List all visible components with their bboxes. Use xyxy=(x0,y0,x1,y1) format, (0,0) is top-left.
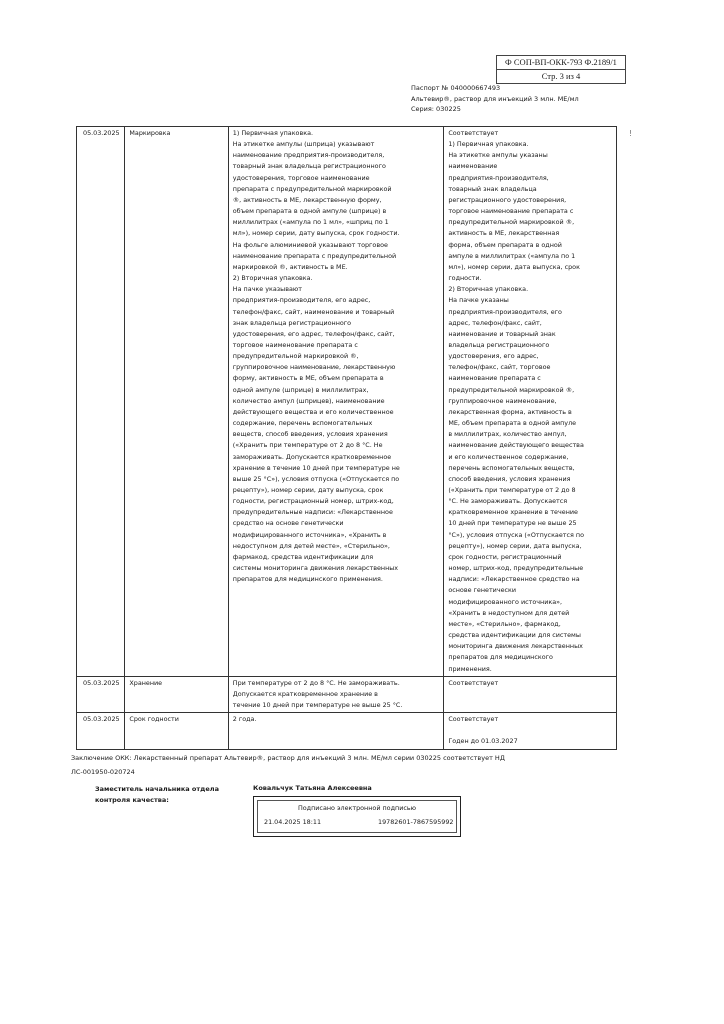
table-row xyxy=(77,713,617,749)
cell-requirement-line: знак владельца регистрационного xyxy=(232,318,352,327)
cell-requirement-line: действующего вещества и его количественное xyxy=(232,407,394,416)
cell-requirement-line: На этикетке ампулы (шприца) указывают xyxy=(232,140,375,149)
test-results-table xyxy=(76,126,617,750)
cell-requirement-line: замораживать. Допускается кратковременное xyxy=(232,452,392,461)
cell-result-line: предупредительной маркировкой ®, xyxy=(448,385,575,394)
passport-number: Паспорт № 040000667493 xyxy=(411,84,501,92)
cell-date-text: 05.03.2025 xyxy=(83,129,120,137)
cell-requirement-line: рецепту»), номер серии, дату выпуска, срок xyxy=(232,486,384,494)
cell-result-line: На этикетке ампулы указаны xyxy=(448,151,548,160)
product-name: Альтевир®, раствор для инъекций 3 млн. МЕ/мл xyxy=(411,94,579,103)
cell-date xyxy=(77,127,125,677)
cell-result xyxy=(444,676,617,712)
cell-requirement-line: удостоверения, его адрес, телефон/факс, сайт, xyxy=(232,329,395,338)
cell-requirement-line: препарата с предупредительной маркировкой xyxy=(232,184,392,193)
cell-requirement-line: объем препарата в одной ампуле (шприце) в xyxy=(232,207,387,216)
table-row xyxy=(77,676,617,712)
cell-result-line: наименование и товарный знак xyxy=(448,329,556,338)
cell-requirement-line: товарный знак владельца регистрационного xyxy=(232,162,386,171)
cell-result-line: «Хранить в недоступном для детей xyxy=(448,608,570,617)
cell-requirement-line: предприятия-производителя, его адрес, xyxy=(232,296,371,305)
cell-result-line: рецепту»), номер серии, дата выпуска, xyxy=(448,541,582,550)
conclusion-normative-doc: ЛС-001950-020724 xyxy=(71,768,135,776)
cell-result-line: способ введения, условия хранения xyxy=(448,474,571,483)
cell-result-line: Соответствует xyxy=(448,129,499,137)
cell-requirement-line: 2) Вторичная упаковка. xyxy=(232,274,313,283)
page-number: Стр. 3 из 4 xyxy=(497,69,625,83)
cell-result-line: °С. Не замораживать. Допускается xyxy=(448,497,568,506)
cell-result-line xyxy=(448,725,612,736)
cell-requirement-line: содержание, перечень вспомогательных xyxy=(232,419,373,428)
cell-result-line: предупредительной маркировкой ®, xyxy=(448,218,575,227)
cell-result-line: годности. xyxy=(448,274,482,283)
margin-mark: ! xyxy=(629,129,633,138)
cell-requirement-line: годности, регистрационный номер, штрих-код, xyxy=(232,497,394,506)
cell-result-line: номер, штрих-код, предупредительные xyxy=(448,564,584,573)
cell-result-line: товарный знак владельца xyxy=(448,184,537,193)
cell-date-text: 05.03.2025 xyxy=(83,678,120,687)
cell-result-line: 2) Вторичная упаковка. xyxy=(448,285,529,294)
cell-requirement-line: При температуре от 2 до 8 °С. Не замораживать. xyxy=(232,678,400,687)
cell-result-line: наименование xyxy=(448,162,498,171)
cell-requirement-line: наименование препарата с предупредительной xyxy=(232,251,397,260)
cell-requirement-line: маркировкой ®, активность в МЕ. xyxy=(232,262,348,271)
stamp-certificate-id: 19782601-7867595992 xyxy=(378,818,454,826)
cell-indicator xyxy=(125,713,228,749)
cell-requirement-line: наименование предприятия-производителя, xyxy=(232,151,385,160)
cell-result-line: ампуле в миллилитрах («ампула по 1 xyxy=(448,251,576,260)
cell-indicator xyxy=(125,127,228,677)
cell-result-line: применения. xyxy=(448,664,492,673)
cell-indicator-text: Маркировка xyxy=(129,129,171,137)
cell-result-line: Соответствует xyxy=(448,715,499,724)
passport-header xyxy=(411,83,579,115)
cell-result-line: Соответствует xyxy=(448,678,499,687)
document-code-box xyxy=(496,55,626,84)
cell-requirement-line: 1) Первичная упаковка. xyxy=(232,129,314,137)
cell-requirement-line: мл»), номер серии, дату выпуска, срок годности. xyxy=(232,229,400,238)
cell-requirement xyxy=(228,676,444,712)
cell-result-line: Годен до 01.03.2027 xyxy=(448,737,518,746)
cell-result-line: мониторинга движения лекарственных xyxy=(448,642,583,651)
cell-date-text: 05.03.2025 xyxy=(83,715,120,724)
cell-requirement-line: недоступном для детей месте», «Стерильно», xyxy=(232,541,390,550)
cell-requirement-line: телефон/факс, сайт, наименование и товарный xyxy=(232,307,395,316)
cell-requirement-line: средство на основе генетически xyxy=(232,519,344,528)
cell-requirement-line: течение 10 дней при температуре не выше 25 °С. xyxy=(232,700,403,709)
cell-result-line: предприятия-производителя, его xyxy=(448,307,562,316)
cell-result-line: На пачке указаны xyxy=(448,296,509,305)
cell-requirement-line: удостоверения, торговое наименование xyxy=(232,173,370,182)
cell-result-line: основе генетически xyxy=(448,586,517,595)
cell-result-line: перечень вспомогательных веществ, xyxy=(448,463,575,472)
cell-result-line: удостоверения, его адрес, xyxy=(448,352,539,361)
cell-requirement-line: ®, активность в МЕ, лекарственную форму, xyxy=(232,195,382,204)
cell-result-line: 10 дней при температуре не выше 25 xyxy=(448,519,577,528)
cell-date xyxy=(77,676,125,712)
cell-result-line: кратковременное хранение в течение xyxy=(448,508,578,517)
cell-result-line: наименование препарата с xyxy=(448,374,541,383)
cell-result-line: мл»), номер серии, дата выпуска, срок xyxy=(448,262,580,271)
cell-requirement-line: На фольге алюминиевой указывают торговое xyxy=(232,240,388,249)
cell-result-line: МЕ, объем препарата в одной ампуле xyxy=(448,419,577,428)
cell-requirement-line: 2 года. xyxy=(232,715,257,724)
cell-indicator-text: Хранение xyxy=(129,678,163,687)
cell-result-line: группировочное наименование, xyxy=(448,396,557,405)
cell-result xyxy=(444,713,617,749)
cell-result-line: форма, объем препарата в одной xyxy=(448,240,562,249)
cell-requirement-line: На пачке указывают xyxy=(232,285,302,294)
cell-requirement-line: системы мониторинга движения лекарственных xyxy=(232,564,399,573)
cell-requirement-line: веществ, способ введения, условия хранения xyxy=(232,430,388,439)
cell-indicator-text: Срок годности xyxy=(129,715,179,724)
cell-result-line: срок годности, регистрационный xyxy=(448,552,562,561)
cell-requirement-line: форму, активность в МЕ, объем препарата в xyxy=(232,374,384,383)
cell-result-line: надписи: «Лекарственное средство на xyxy=(448,575,580,584)
form-code: Ф СОП-ВП-ОКК-793 Ф.2189/1 xyxy=(505,57,617,67)
cell-result-line: адрес, телефон/факс, сайт, xyxy=(448,318,542,327)
cell-requirement-line: предупредительной маркировкой ®, xyxy=(232,352,359,361)
cell-requirement-line: торговое наименование препарата с xyxy=(232,340,358,349)
cell-result-line: активность в МЕ, лекарственная xyxy=(448,229,560,238)
cell-result xyxy=(444,127,617,677)
cell-requirement-line: модифицированного источника», «Хранить в xyxy=(232,530,387,539)
cell-requirement-line: хранение в течение 10 дней при температуре не xyxy=(232,463,400,472)
cell-date xyxy=(77,713,125,749)
cell-requirement-line: одной ампуле (шприце) в миллилитрах, xyxy=(232,385,369,394)
signer-name: Ковальчук Татьяна Алексеевна xyxy=(253,784,372,792)
cell-requirement-line: («Хранить при температуре от 2 до 8 °С. Не xyxy=(232,441,383,450)
cell-result-line: препаратов для медицинского xyxy=(448,653,553,662)
cell-result-line: 1) Первичная упаковка. xyxy=(448,140,529,149)
electronic-signature-stamp xyxy=(253,796,461,837)
table-row xyxy=(77,127,617,677)
cell-requirement-line: предупредительные надписи: «Лекарственное xyxy=(232,508,393,517)
cell-result-line: владельца регистрационного xyxy=(448,340,550,349)
signer-role-line: Заместитель начальника отдела xyxy=(95,785,219,793)
conclusion-text: Заключение ОКК: Лекарственный препарат Альтевир®, раствор для инъекций 3 млн. МЕ/мл серии 030225 соответствует НД xyxy=(71,754,505,762)
cell-requirement-line: выше 25 °С»), условия отпуска («Отпускается по xyxy=(232,474,400,483)
cell-result-line: средства идентификации для системы xyxy=(448,631,581,640)
cell-requirement-line: миллилитрах («ампула по 1 мл», «шприц по 1 xyxy=(232,218,389,227)
cell-requirement xyxy=(228,127,444,677)
batch-series: Серия: 030225 xyxy=(411,105,461,113)
cell-result-line: («Хранить при температуре от 2 до 8 xyxy=(448,486,576,494)
conclusion xyxy=(71,751,541,779)
stamp-title: Подписано электронной подписью xyxy=(297,804,417,812)
signer-role xyxy=(95,784,225,806)
stamp-date: 21.04.2025 18:11 xyxy=(264,818,322,826)
cell-requirement-line: препаратов для медицинского применения. xyxy=(232,575,383,584)
cell-result-line: месте», «Стерильно», фармакод, xyxy=(448,619,561,628)
cell-requirement-line: количество ампул (шприцев), наименование xyxy=(232,396,385,405)
cell-indicator xyxy=(125,676,228,712)
cell-result-line: регистрационного удостоверения, xyxy=(448,195,567,204)
signer-role-line: контроля качества: xyxy=(95,796,169,804)
cell-requirement-line: группировочное наименование, лекарственную xyxy=(232,363,396,372)
cell-requirement-line: фармакод, средства идентификации для xyxy=(232,552,374,561)
cell-result-line: торговое наименование препарата с xyxy=(448,207,574,216)
cell-result-line: наименование действующего вещества xyxy=(448,441,584,450)
cell-result-line: телефон/факс, сайт, торговое xyxy=(448,363,551,372)
cell-result-line: и его количественное содержание, xyxy=(448,452,569,461)
cell-result-line: лекарственная форма, активность в xyxy=(448,407,572,416)
cell-requirement-line: Допускается кратковременное хранение в xyxy=(232,689,378,698)
cell-requirement xyxy=(228,713,444,749)
cell-result-line: °С»), условия отпуска («Отпускается по xyxy=(448,530,584,539)
cell-result-line: предприятия-производителя, xyxy=(448,173,549,182)
cell-result-line: в миллилитрах, количество ампул, xyxy=(448,430,567,439)
cell-result-line: модифицированного источника», xyxy=(448,597,563,606)
